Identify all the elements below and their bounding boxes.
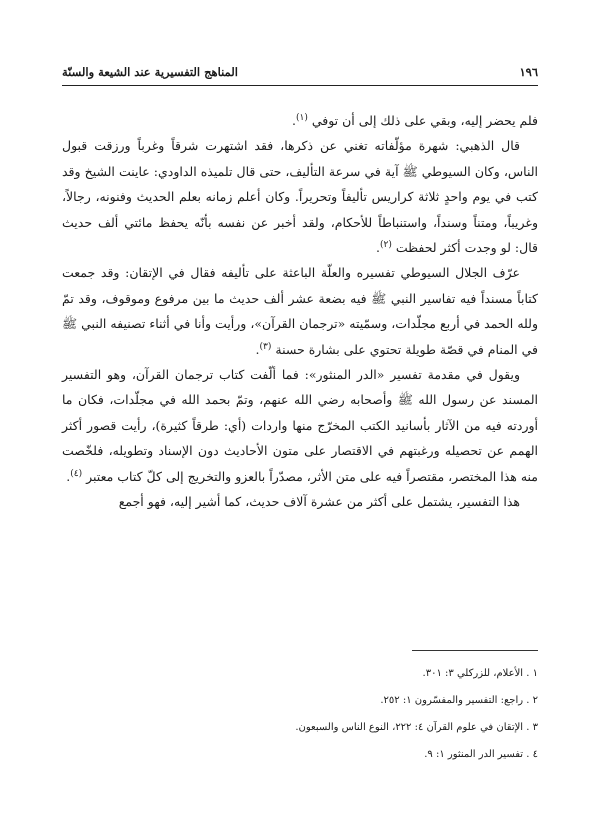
paragraph-3: عرّف الجلال السيوطي تفسيره والعلّة الباعثة على تأليفه فقال في الإتقان: وقد جمعت كتاباً مسنداً فيه تفاسير النبي ﷺ فيه بضعة عشر ألف حديث ما بين مرفوع وموقوف، وقد تمّ ولله الحمد في أربع مجلّدات، وسمّيته «ترجمان القرآن»، ورأيت وأنا في أثناء تصنيفه النبي ﷺ في المنام في قصّة طويلة تحتوي على بشارة حسنة $^{(٣)}$. <box>62 265 538 357</box>
header-rule <box>62 85 538 86</box>
paragraph-1: فلم يحضر إليه، وبقي على ذلك إلى أن توفي $^{(١)}$. <box>291 112 538 128</box>
paragraph-5: هذا التفسير، يشتمل على أكثر من عشرة آلاف حديث، كما أشير إليه، فهو أجمع <box>118 494 520 510</box>
running-title: المناهج التفسيرية عند الشيعة والسنّة <box>62 65 238 79</box>
footnote-3: ٣ . الإتقان في علوم القرآن ٤: ٢٢٢، النوع الناس والسبعون. <box>295 722 538 733</box>
running-header <box>62 62 538 82</box>
footnote-rule <box>412 650 538 651</box>
footnotes <box>62 660 538 768</box>
footnote-ref-3: (٣) <box>259 341 272 352</box>
footnote-ref-2: (٢) <box>379 239 392 250</box>
footnote-2: ٢ . راجع: التفسير والمفسّرون ١: ٢٥٢. <box>380 695 538 706</box>
main-text <box>62 108 538 515</box>
page-number: ١٩٦ <box>519 65 538 79</box>
footnote-4: ٤ . تفسير الدر المنثور ١: ٩. <box>424 749 538 760</box>
footnote-ref-1: (١) <box>295 112 308 123</box>
paragraph-2: قال الذهبي: شهرة مؤلّفاته تغني عن ذكرها، فقد اشتهرت شرقاً وغرباً ورزقت قبول الناس، وكان السيوطي ﷺ آية في سرعة التأليف، حتى قال تلميذه الداودي: عاينت الشيخ وقد كتب في يوم واحدٍ ثلاثة كراريس تأليفاً وتحريراً. وكان أعلم زمانه بعلم الحديث وفنونه، رجالاً، وغريباً، ومتناً وسنداً، واستنباطاً للأحكام، ولقد أخبر عن نفسه بأنّه يحفظ مائتي ألف حديث قال: لو وجدت أكثر لحفظت $^{(٢)}$. <box>62 138 538 256</box>
footnote-1: ١ . الأعلام، للزركلي ٣: ٣٠١. <box>422 668 538 679</box>
footnote-ref-4: (٤) <box>70 468 83 479</box>
paragraph-4: ويقول في مقدمة تفسير «الدر المنثور»: فما ألّفت كتاب ترجمان القرآن، وهو التفسير المسند عن رسول الله ﷺ وأصحابه رضي الله عنهم، وتمّ بحمد الله في مجلّدات، فكان ما أوردته فيه من الآثار بأسانيد الكتب المخرّج منها واردات (أي: طرقاً كثيرة)، رأيت قصور أكثر الهمم عن تحصيله ورغبتهم في الاقتصار على متون الأحاديث دون الإسناد وتطويله، فلخّصت منه هذا المختصر، مقتصراً فيه على متن الأثر، مصدّراً بالعزو والتخريج إلى كلّ كتاب معتبر $^{(٤)}$. <box>62 367 538 484</box>
